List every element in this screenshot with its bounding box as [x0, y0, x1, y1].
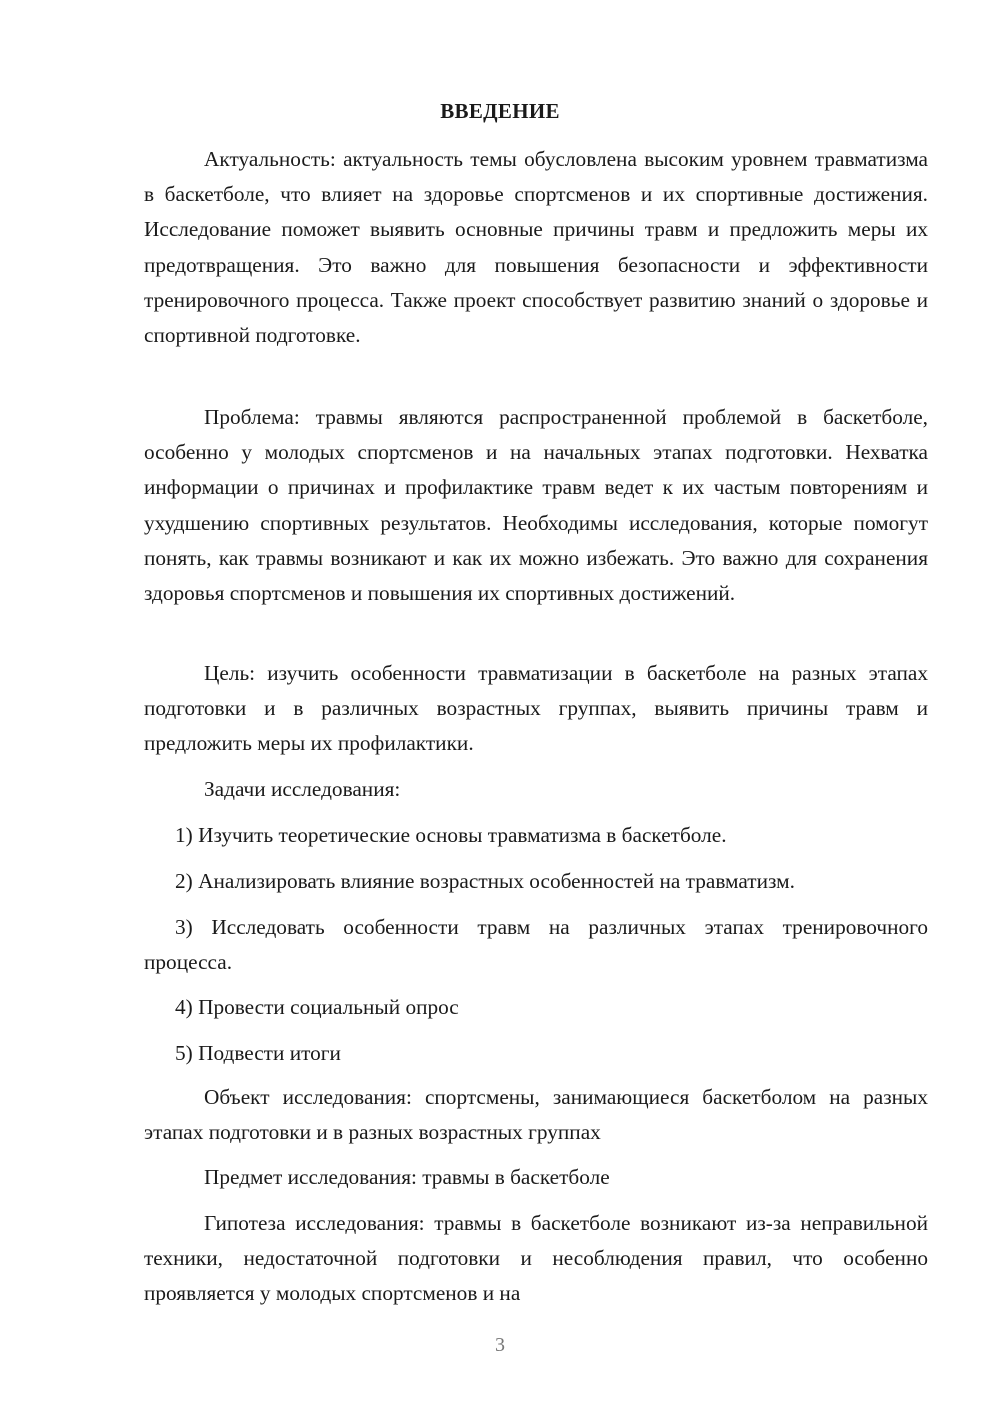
page-title: ВВЕДЕНИЕ: [440, 99, 560, 123]
paragraph-hypothesis: Гипотеза исследования: травмы в баскетболе возникают из-за неправильной техники, недостаточной подготовки и несоблюдения правил, что особенно проявляется у молодых спортсменов и на: [144, 1211, 928, 1306]
page-number: 3: [495, 1334, 505, 1356]
paragraph-subject: Предмет исследования: травмы в баскетболе: [204, 1165, 610, 1189]
task-item-4: 4) Провести социальный опрос: [175, 995, 459, 1019]
task-item-5: 5) Подвести итоги: [175, 1041, 341, 1065]
task-item-1: 1) Изучить теоретические основы травматизма в баскетболе.: [175, 823, 727, 847]
paragraph-problem: Проблема: травмы являются распространенной проблемой в баскетболе, особенно у молодых спортсменов и на начальных этапах подготовки. Нехватка информации о причинах и профилактике травм ведет к их частым повторениям и ухудшению спортивных результатов. Необходимы исследования, которые помогут понять, как травмы возникают и как их можно избежать. Это важно для сохранения здоровья спортсменов и повышения их спортивных достижений.: [144, 405, 928, 606]
paragraph-relevance: Актуальность: актуальность темы обусловлена высоким уровнем травматизма в баскетболе, что влияет на здоровье спортсменов и их спортивные достижения. Исследование поможет выявить основные причины травм и предложить меры их предотвращения. Это важно для повышения безопасности и эффективности тренировочного процесса. Также проект способствует развитию знаний о здоровье и спортивной подготовке.: [144, 147, 928, 348]
paragraph-goal: Цель: изучить особенности травматизации в баскетболе на разных этапах подготовки и в различных возрастных группах, выявить причины травм и предложить меры их профилактики.: [144, 661, 928, 756]
task-item-3: 3) Исследовать особенности травм на различных этапах тренировочного процесса.: [144, 915, 928, 975]
task-item-2: 2) Анализировать влияние возрастных особенностей на травматизм.: [175, 869, 795, 893]
paragraph-tasks-heading: Задачи исследования:: [204, 777, 401, 801]
paragraph-object: Объект исследования: спортсмены, занимающиеся баскетболом на разных этапах подготовки и в разных возрастных группах: [144, 1085, 928, 1145]
